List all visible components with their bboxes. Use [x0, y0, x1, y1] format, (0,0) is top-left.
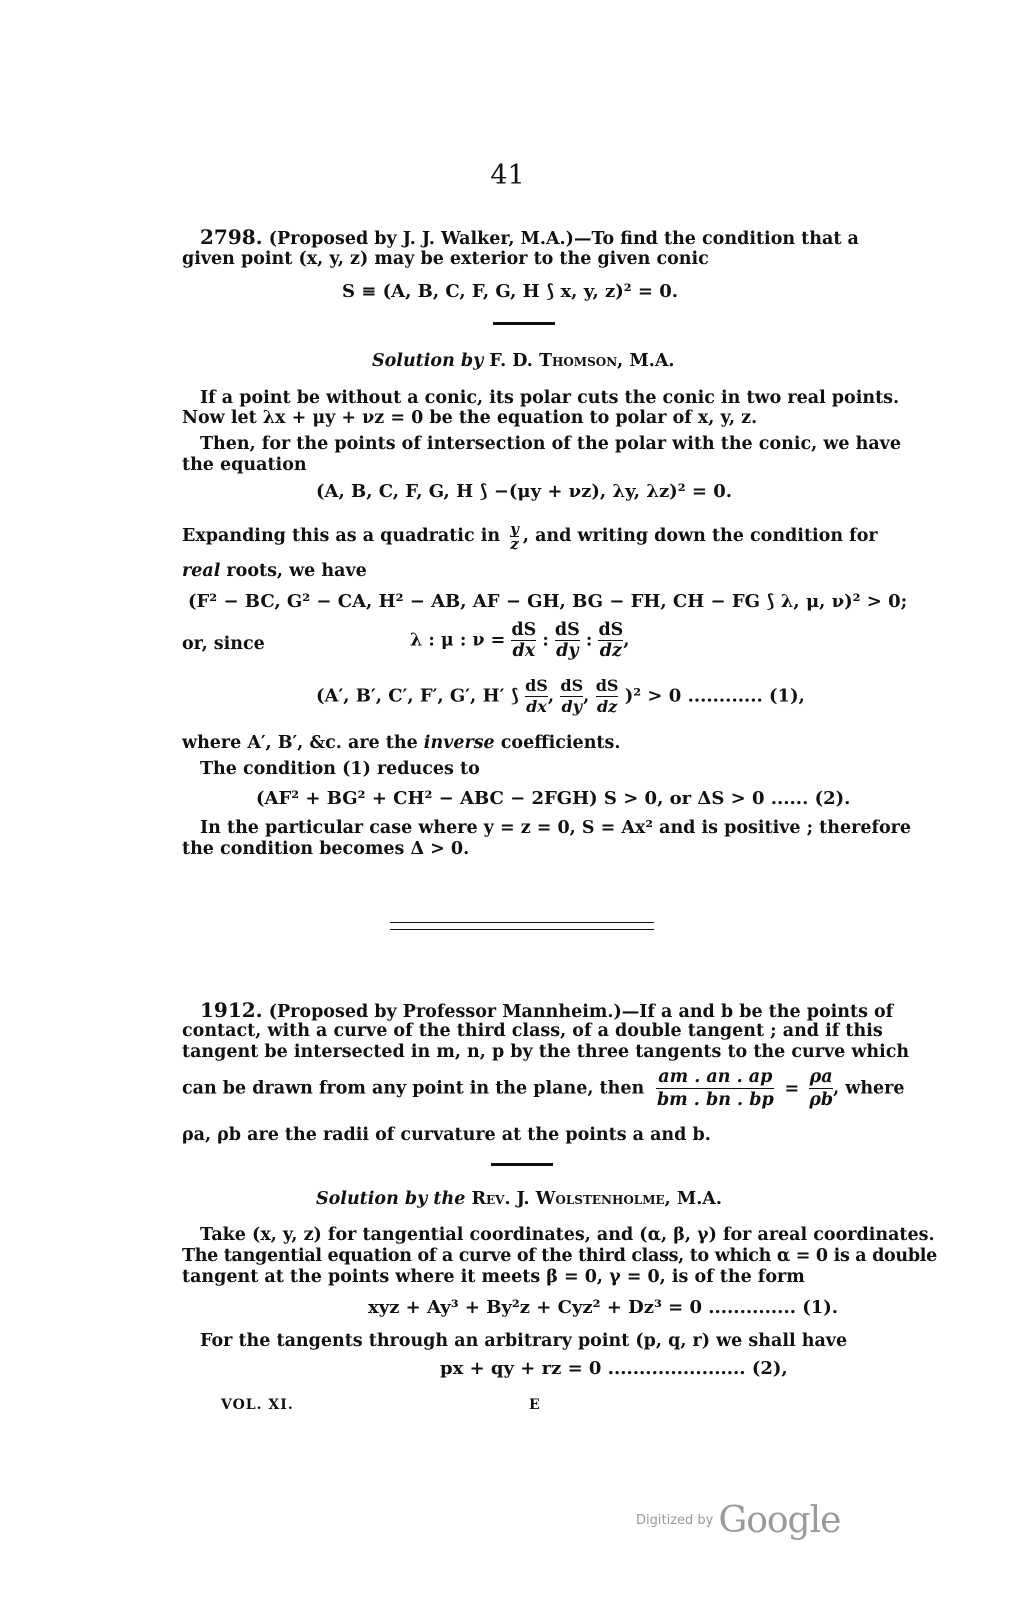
paragraph-line: Take (x, y, z) for tangential coordinates, and (α, β, γ) for areal coordinates.: [200, 1225, 935, 1245]
equation-polar: (A, B, C, F, G, H ⟆ −(μy + νz), λy, λz)² = 0.: [316, 481, 732, 502]
fraction-y-over-z: [510, 522, 519, 551]
particular-line: In the particular case where y = z = 0, S = Ax² and is positive ; therefore: [200, 818, 912, 838]
den: dx: [512, 641, 536, 661]
paragraph-line: tangent at the points where it meets β = 0, γ = 0, is of the form: [182, 1267, 805, 1287]
den: dz: [596, 697, 618, 716]
expanding-line: [182, 522, 878, 551]
numerator: ρa: [809, 1067, 833, 1087]
short-rule: [491, 1163, 553, 1166]
frac-dS-dz: [596, 676, 619, 717]
num: dS: [554, 620, 580, 640]
denominator: ρb: [809, 1090, 834, 1110]
where-text: , where: [833, 1078, 905, 1099]
where-text-2: coefficients.: [494, 733, 621, 753]
solution-by: Solution by the: [316, 1189, 466, 1209]
where-line: [182, 732, 620, 754]
inverse-word: inverse: [423, 733, 495, 753]
frac-dS-dx: [525, 676, 548, 717]
expanding-text: Expanding this as a quadratic in: [182, 526, 501, 546]
colon: :: [585, 630, 593, 651]
proposer: (Proposed by Professor Mannheim.): [268, 1002, 622, 1022]
equation-1-rhs: )² > 0 ............ (1),: [624, 685, 805, 707]
paragraph-line: Now let λx + μy + νz = 0 be the equation to polar of x, y, z.: [182, 408, 758, 428]
question-fraction-line: [182, 1066, 905, 1120]
section-divider-top: [390, 922, 654, 923]
comma: ,: [547, 685, 555, 707]
where-text: where A′, B′, &c. are the: [182, 733, 418, 753]
signature-mark: E: [529, 1397, 541, 1413]
numerator: am . an . ap: [658, 1067, 773, 1087]
frac-dS-dy: [560, 676, 583, 717]
volume-label: VOL. XI.: [221, 1397, 294, 1413]
den: dx: [526, 697, 547, 716]
ratio-equation: [410, 620, 629, 670]
colon: :: [542, 630, 549, 651]
reduces-line: The condition (1) reduces to: [200, 759, 480, 779]
particular-line-2: the condition becomes Δ > 0.: [182, 839, 470, 859]
paragraph-line: For the tangents through an arbitrary point (p, q, r) we shall have: [200, 1331, 848, 1351]
num: dS: [525, 676, 548, 695]
or-since: or, since: [182, 634, 265, 654]
denominator: bm . bn . bp: [656, 1090, 774, 1110]
fraction-am-an-ap: [656, 1066, 774, 1111]
question-text: —If a and b be the points of: [621, 1002, 894, 1022]
proposer: (Proposed by J. J. Walker, M.A.): [268, 229, 574, 249]
equation-1-lhs: (A′, B′, C′, F′, G′, H′ ⟆: [316, 685, 519, 707]
paragraph-line: Then, for the points of intersection of the polar with the conic, we have: [200, 434, 901, 454]
conic-equation: S ≡ (A, B, C, F, G, H ⟆ x, y, z)² = 0.: [342, 281, 679, 302]
question-line: contact, with a curve of the third class, of a double tangent ; and if this: [182, 1021, 883, 1041]
num: dS: [595, 676, 619, 695]
google-watermark: [636, 1500, 840, 1541]
question-text: —To find the condition that a: [573, 229, 859, 249]
fraction-rho: [809, 1066, 833, 1111]
frac-dS-dx: [511, 620, 536, 661]
solver-name: F. D. Thomson, M.A.: [489, 351, 675, 371]
comma: ,: [623, 630, 630, 651]
equation-inequality: (F² − BC, G² − CA, H² − AB, AF − GH, BG − FH, CH − FG ⟆ λ, μ, ν)² > 0;: [188, 591, 908, 612]
solution-heading: [316, 1188, 722, 1210]
ratio-lhs: λ : μ : ν =: [410, 630, 506, 651]
den: dy: [561, 697, 583, 716]
google-logo: Google: [718, 1500, 841, 1541]
frac-dS-dy: [555, 620, 580, 661]
problem-2798-header: [200, 226, 859, 250]
digitized-by: Digitized by: [636, 1513, 714, 1528]
paragraph-line: The tangential equation of a curve of the third class, to which α = 0 is a double: [182, 1246, 937, 1266]
num: dS: [598, 620, 624, 640]
frac-dS-dz: [598, 620, 623, 661]
den: dy: [556, 641, 579, 661]
num: dS: [560, 676, 584, 695]
solution-by: Solution by: [372, 351, 484, 371]
question-line: given point (x, y, z) may be exterior to the given conic: [182, 249, 709, 269]
section-divider-bottom: [390, 929, 654, 930]
fraction-numerator: y: [510, 520, 519, 538]
comma: ,: [583, 685, 590, 707]
num: dS: [511, 620, 537, 640]
equation-2: (AF² + BG² + CH² − ABC − 2FGH) S > 0, or ΔS > 0 ...... (2).: [256, 788, 851, 809]
roots-text: roots, we have: [220, 561, 367, 581]
short-rule: [493, 322, 555, 325]
paragraph-line: the equation: [182, 455, 307, 475]
equation-1: [316, 676, 805, 726]
problem-number: 2798.: [200, 225, 263, 249]
radii-line: ρa, ρb are the radii of curvature at the points a and b.: [182, 1125, 711, 1145]
real-roots-line: [182, 560, 367, 582]
expanding-text-2: , and writing down the condition for: [522, 526, 878, 546]
question-text: can be drawn from any point in the plane, then: [182, 1078, 645, 1099]
equals-sign: =: [784, 1078, 800, 1099]
equation-1912-2: px + qy + rz = 0 ...................... (2),: [440, 1358, 788, 1379]
solution-heading: [372, 350, 675, 372]
equation-1912-1: xyz + Ay³ + By²z + Cyz² + Dz³ = 0 .............. (1).: [368, 1297, 839, 1318]
fraction-denominator: z: [510, 535, 519, 553]
real-word: real: [182, 561, 221, 581]
question-line: tangent be intersected in m, n, p by the three tangents to the curve which: [182, 1042, 910, 1062]
solver-name: Rev. J. Wolstenholme, M.A.: [471, 1189, 722, 1209]
page-number: 41: [490, 160, 525, 191]
den: dz: [599, 641, 622, 661]
problem-number: 1912.: [200, 998, 263, 1022]
paragraph-line: If a point be without a conic, its polar cuts the conic in two real points.: [200, 388, 900, 408]
